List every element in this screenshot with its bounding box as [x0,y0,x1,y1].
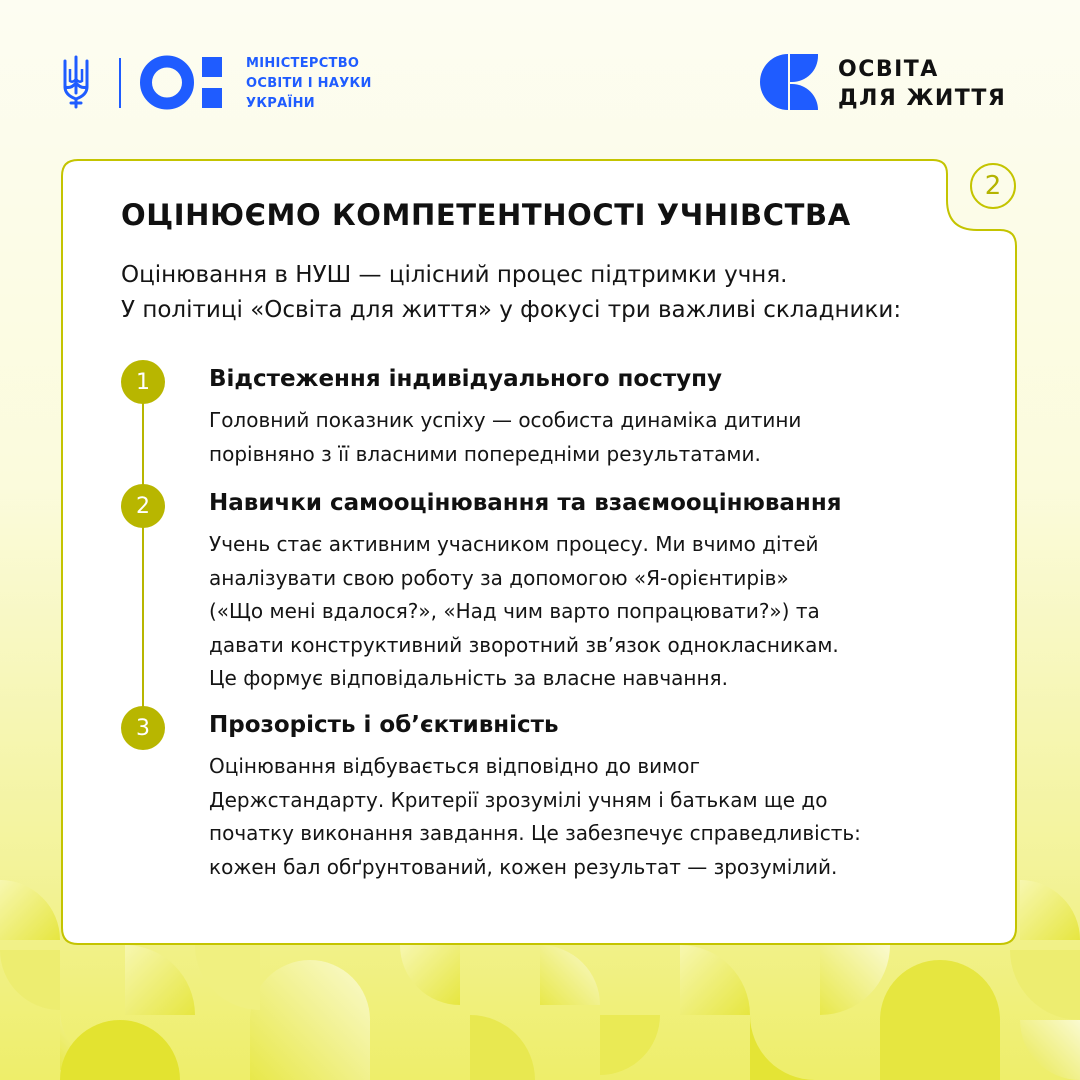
step-description-line: початку виконання завдання. Це забезпечує справедливість: [209,821,861,845]
step-description [209,404,1009,471]
timeline-connector [142,382,144,727]
step-description [209,750,1009,884]
intro-text [121,258,991,328]
step-description-line: кожен бал обґрунтований, кожен результат — зрозумілий. [209,854,838,879]
ministry-name-line: ОСВІТИ І НАУКИ [246,76,372,91]
step-description-line: аналізувати свою роботу за допомогою «Я-орієнтирів» [209,565,789,590]
step-description-line: Це формує відповідальність за власне навчання. [209,666,728,690]
intro-line: Оцінювання в НУШ — цілісний процес підтримки учня. [121,262,788,288]
intro-line: У політиці «Освіта для життя» у фокусі три важливі складники: [121,297,902,323]
step-number-badge: 2 [121,484,165,528]
page-number: 2 [984,171,1002,201]
step-number-badge: 1 [121,360,165,404]
step-description-line: («Що мені вдалося?», «Над чим варто попрацювати?») та [209,599,820,623]
step-number-badge: 3 [121,706,165,750]
ministry-name-line: МІНІСТЕРСТВО [246,56,360,71]
step-description-line: порівняно з її власними попередніми результатами. [209,441,761,466]
step-description-line: давати конструктивний зворотний зв’язок однокласникам. [209,632,839,657]
page-title: ОЦІНЮЄМО КОМПЕТЕНТНОСТІ УЧНІВСТВА [121,198,851,232]
step-description-line: Учень стає активним учасником процесу. Ми вчимо дітей [209,532,819,556]
step-description-line: Оцінювання відбувається відповідно до вимог [209,754,700,778]
step-description-line: Головний показник успіху — особиста динаміка дитини [209,408,802,432]
osvita-brand-line: ОСВІТА [838,57,939,82]
step-title: Прозорість і об’єктивність [209,712,559,738]
osvita-brand-line: ДЛЯ ЖИТТЯ [838,86,1007,111]
step-title: Відстеження індивідуального поступу [209,366,723,392]
step-description-line: Держстандарту. Критерії зрозумілі учням і батькам ще до [209,787,828,812]
step-title: Навички самооцінювання та взаємооцінювання [209,490,842,516]
ministry-name-line: УКРАЇНИ [246,96,315,111]
step-description [209,528,1009,696]
